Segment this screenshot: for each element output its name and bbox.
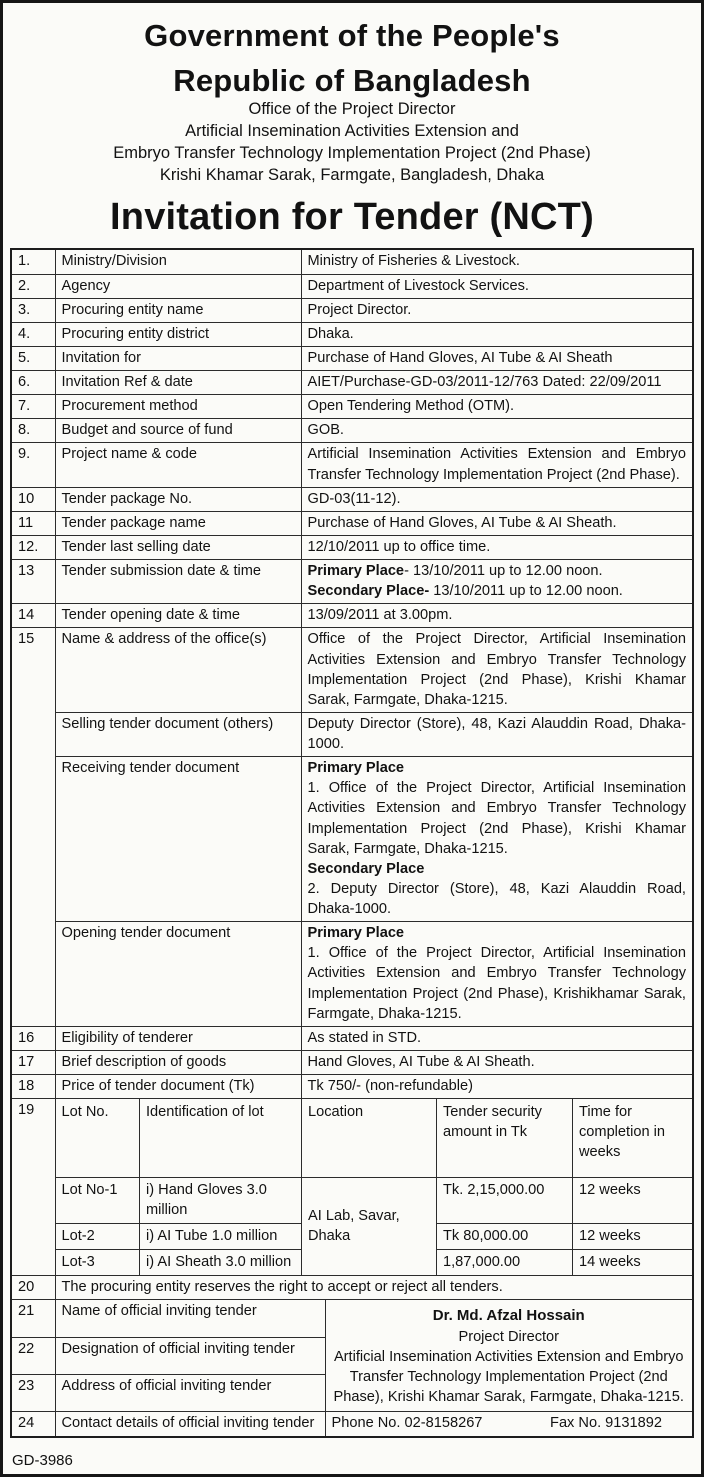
lot-header: Tender security amount in Tk [437, 1099, 573, 1177]
lot-table [56, 1099, 693, 1275]
table-row [11, 395, 693, 419]
signatory-address: Artificial Insemination Activities Extension and Embryo Transfer Technology Implementation Project (2nd Phase), Krishi Khamar Sarak, Farmgate, Dhaka-1215. [333, 1349, 684, 1406]
lot-identification: i) AI Sheath 3.0 million [140, 1249, 302, 1275]
lot-security: Tk. 2,15,000.00 [437, 1177, 573, 1223]
lot-identification: i) AI Tube 1.0 million [140, 1223, 302, 1249]
row-value: Primary Place- 13/10/2011 up to 12.00 noon. Secondary Place- 13/10/2011 up to 12.00 noon. [301, 560, 693, 604]
signatory-name: Dr. Md. Afzal Hossain [432, 1307, 585, 1325]
office-address-line: Krishi Khamar Sarak, Farmgate, Bangladesh, Dhaka [159, 165, 545, 184]
contact-details-cell [325, 1412, 693, 1437]
table-row [11, 249, 693, 274]
row-label: Opening tender document [55, 922, 301, 1027]
document-header [10, 9, 694, 248]
row-number: 20 [11, 1276, 55, 1300]
row-value: Purchase of Hand Gloves, AI Tube & AI Sheath. [301, 511, 693, 535]
row-label: Contact details of official inviting tender [55, 1412, 325, 1437]
table-row [11, 1300, 693, 1337]
table-row [11, 1026, 693, 1050]
lot-security: 1,87,000.00 [437, 1249, 573, 1275]
row-label: Ministry/Division [55, 249, 301, 274]
row-number: 18 [11, 1075, 55, 1099]
row-value: Open Tendering Method (OTM). [301, 395, 693, 419]
row-value: Dhaka. [301, 322, 693, 346]
lot-time: 12 weeks [573, 1177, 693, 1223]
table-row [11, 757, 693, 922]
row-label: Budget and source of fund [55, 419, 301, 443]
row-value: GOB. [301, 419, 693, 443]
table-row [11, 1075, 693, 1099]
row-value: Tk 750/- (non-refundable) [301, 1075, 693, 1099]
lot-identification: i) Hand Gloves 3.0 million [140, 1177, 302, 1223]
office-line: Office of the Project Director [248, 100, 456, 119]
row-number: 14 [11, 604, 55, 628]
row-value: As stated in STD. [301, 1026, 693, 1050]
lot-time: 12 weeks [573, 1223, 693, 1249]
project-name-line2: Embryo Transfer Technology Implementation Project (2nd Phase) [113, 143, 591, 162]
row-value: Office of the Project Director, Artificial Insemination Activities Extension and Embryo Transfer Technology Implementation Project (2nd Phase), Krishi Khamar Sarak, Farmgate, Dhaka-1215. [301, 628, 693, 713]
tender-details-table [10, 248, 694, 1437]
lot-header: Time for completion in weeks [573, 1099, 693, 1177]
table-row [11, 535, 693, 559]
row-number: 17 [11, 1050, 55, 1074]
table-row [11, 1050, 693, 1074]
row-number: 24 [11, 1412, 55, 1437]
row-number: 22 [11, 1337, 55, 1374]
row-label: Agency [55, 274, 301, 298]
table-row-lots [11, 1099, 693, 1276]
row-value: Hand Gloves, AI Tube & AI Sheath. [301, 1050, 693, 1074]
row-label: Tender package No. [55, 487, 301, 511]
row-label: Invitation Ref & date [55, 371, 301, 395]
row-value: GD-03(11-12). [301, 487, 693, 511]
table-row [11, 322, 693, 346]
table-row [11, 922, 693, 1027]
table-row [11, 298, 693, 322]
row-value: Primary Place 1. Office of the Project Director, Artificial Insemination Activities Extension and Embryo Transfer Technology Implementation Project (2nd Phase), Krishi Khamar Sarak, Farmgate, Dhaka-1215. Secondary Place 2. Deputy Director (Store), 48, Kazi Alauddin Road, Dhaka-1000. [301, 757, 693, 922]
row-number: 8. [11, 419, 55, 443]
lot-header: Lot No. [56, 1099, 140, 1177]
lot-row [56, 1177, 693, 1223]
row-number: 12. [11, 535, 55, 559]
row-number: 2. [11, 274, 55, 298]
row-label: Receiving tender document [55, 757, 301, 922]
lot-location: AI Lab, Savar, Dhaka [302, 1177, 437, 1275]
row-number: 19 [11, 1099, 55, 1276]
row-label: Tender last selling date [55, 535, 301, 559]
signatory-designation: Project Director [458, 1328, 560, 1345]
row-number: 16 [11, 1026, 55, 1050]
row-number: 3. [11, 298, 55, 322]
row-number: 10 [11, 487, 55, 511]
row-number: 6. [11, 371, 55, 395]
row-label: Designation of official inviting tender [55, 1337, 325, 1374]
table-row [11, 487, 693, 511]
lot-security: Tk 80,000.00 [437, 1223, 573, 1249]
row-number: 9. [11, 443, 55, 487]
row-label: Price of tender document (Tk) [55, 1075, 301, 1099]
row-value: AIET/Purchase-GD-03/2011-12/763 Dated: 22/09/2011 [301, 371, 693, 395]
advert-code: GD-3986 [12, 1452, 73, 1469]
table-row [11, 1276, 693, 1300]
row-value: Primary Place 1. Office of the Project Director, Artificial Insemination Activities Extension and Embryo Transfer Technology Implementation Project (2nd Phase), Krishikhamar Sarak, Farmgate, Dhaka-1215. [301, 922, 693, 1027]
row-label: Invitation for [55, 346, 301, 370]
table-row [11, 628, 693, 713]
lot-table-container [55, 1099, 693, 1276]
row-value: Ministry of Fisheries & Livestock. [301, 249, 693, 274]
table-row [11, 419, 693, 443]
lot-no: Lot-2 [56, 1223, 140, 1249]
lot-header: Identification of lot [140, 1099, 302, 1177]
document-title: Invitation for Tender (NCT) [110, 196, 594, 239]
signature-block [325, 1300, 693, 1412]
row-label: Project name & code [55, 443, 301, 487]
table-row [11, 274, 693, 298]
row-statement: The procuring entity reserves the right to accept or reject all tenders. [55, 1276, 693, 1300]
row-value: 12/10/2011 up to office time. [301, 535, 693, 559]
table-row [11, 604, 693, 628]
row-label: Tender submission date & time [55, 560, 301, 604]
row-label: Procurement method [55, 395, 301, 419]
row-label: Selling tender document (others) [55, 712, 301, 756]
row-label: Procuring entity name [55, 298, 301, 322]
row-number: 1. [11, 249, 55, 274]
row-label: Brief description of goods [55, 1050, 301, 1074]
row-label: Address of official inviting tender [55, 1374, 325, 1411]
phone-number: Phone No. 02-8158267 [331, 1415, 483, 1432]
table-row [11, 371, 693, 395]
project-name-line1: Artificial Insemination Activities Extension and [185, 122, 519, 141]
government-title-line1: Government of the People's [144, 18, 560, 53]
row-number: 15 [11, 628, 55, 1026]
row-number: 5. [11, 346, 55, 370]
row-number: 13 [11, 560, 55, 604]
row-value: 13/09/2011 at 3.00pm. [301, 604, 693, 628]
row-label: Name of official inviting tender [55, 1300, 325, 1337]
table-row [11, 560, 693, 604]
government-title-line2: Republic of Bangladesh [173, 63, 531, 99]
lot-time: 14 weeks [573, 1249, 693, 1275]
row-number: 21 [11, 1300, 55, 1337]
row-number: 11 [11, 511, 55, 535]
row-label: Tender package name [55, 511, 301, 535]
row-label: Procuring entity district [55, 322, 301, 346]
table-row [11, 511, 693, 535]
table-row [11, 346, 693, 370]
lot-header-row [56, 1099, 693, 1177]
row-value: Department of Livestock Services. [301, 274, 693, 298]
row-label: Name & address of the office(s) [55, 628, 301, 713]
row-number: 4. [11, 322, 55, 346]
row-value: Deputy Director (Store), 48, Kazi Alauddin Road, Dhaka-1000. [301, 712, 693, 756]
table-row [11, 1412, 693, 1437]
row-label: Eligibility of tenderer [55, 1026, 301, 1050]
table-row [11, 712, 693, 756]
row-value: Artificial Insemination Activities Extension and Embryo Transfer Technology Implementation Project (2nd Phase). [301, 443, 693, 487]
row-value: Purchase of Hand Gloves, AI Tube & AI Sheath [301, 346, 693, 370]
lot-header: Location [302, 1099, 437, 1177]
lot-no: Lot No-1 [56, 1177, 140, 1223]
row-number: 23 [11, 1374, 55, 1411]
row-label: Tender opening date & time [55, 604, 301, 628]
row-value: Project Director. [301, 298, 693, 322]
lot-no: Lot-3 [56, 1249, 140, 1275]
table-row [11, 443, 693, 487]
row-number: 7. [11, 395, 55, 419]
fax-number: Fax No. 9131892 [550, 1415, 662, 1432]
